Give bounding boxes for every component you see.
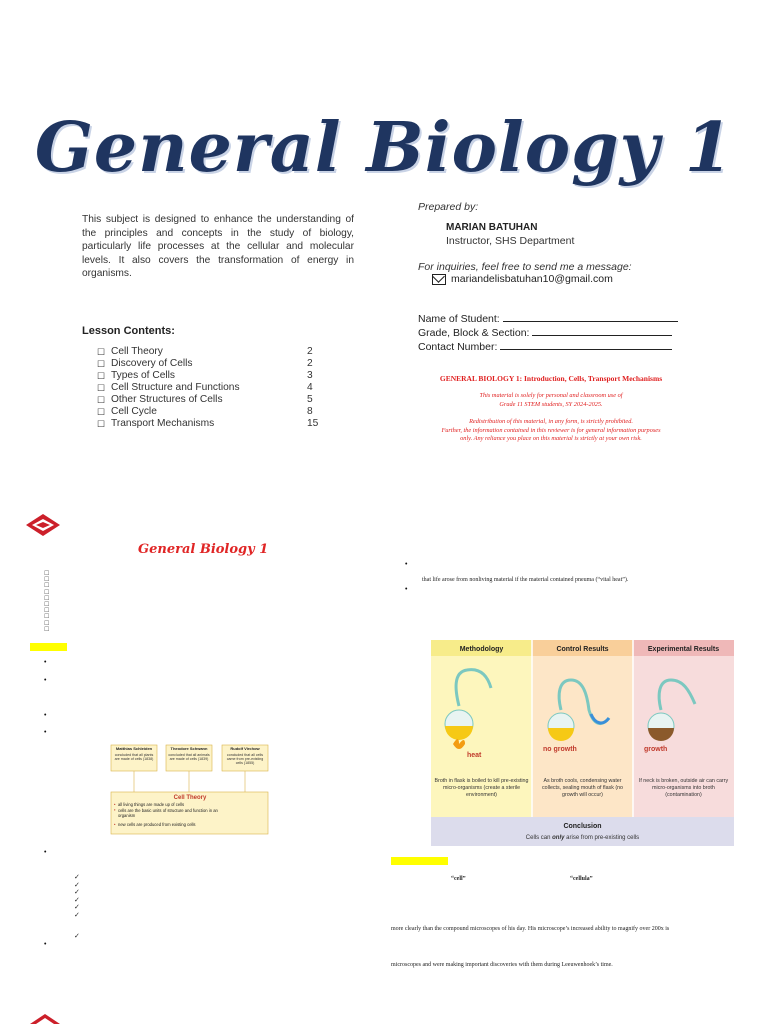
checkbox-icon: ☐: [97, 419, 106, 429]
bullet: •: [405, 586, 408, 593]
microscope-text: more clearly than the compound microscopes of his day. His microscope’s increased ability to magnify over 200x is: [391, 926, 670, 932]
control-caption: As broth cools, condensing water collects, sealing mouth of flask (no growth will occur): [542, 778, 623, 798]
email-line: [432, 273, 613, 285]
bullet: •: [44, 849, 47, 856]
notice-line: This material is solely for personal and classroom use of: [479, 392, 623, 399]
lesson-contents-list: [97, 346, 337, 430]
notice-line: Grade 11 STEM students, SY 2024-2025.: [499, 400, 603, 408]
bullet: •: [44, 677, 47, 684]
grade-section-label: Grade, Block & Section:: [418, 327, 530, 339]
cellula-word: “cellula”: [570, 876, 593, 882]
experiment-caption: If neck is broken, outside air can carry micro-organisms into broth (contamination): [638, 778, 729, 798]
scientist-name: Theodore Schwann: [170, 746, 208, 751]
bullet: •: [44, 729, 47, 736]
checkbox-icon: ☐: [97, 359, 106, 369]
conclusion-box: [431, 817, 734, 846]
list-item: ☐ Cell Cycle 8: [97, 406, 313, 417]
header-methodology: Methodology: [459, 646, 504, 653]
checkbox-icon: ☐: [97, 383, 106, 393]
student-name-label: Name of Student:: [418, 313, 500, 325]
pasteur-experiment-figure: [431, 640, 734, 846]
form-row-grade: [418, 326, 678, 340]
cell-theory-diagram: [110, 744, 270, 836]
svg-text:•: •: [114, 807, 116, 813]
form-row-student: [418, 312, 678, 326]
scientist-note: concluded that all plants are made of cells (1838): [114, 753, 154, 761]
toc-box-column: ☐ ☐ ☐ ☐ ☐ ☐ ☐ ☐ ☐ ☐: [44, 571, 50, 633]
checkbox-icon: ☐: [97, 371, 106, 381]
bullet: •: [44, 659, 47, 666]
list-item: ☐ Types of Cells 3: [97, 370, 313, 381]
cell-word: “cell”: [451, 876, 466, 882]
list-item: ☐ Cell Theory 2: [97, 346, 313, 357]
growth-label: growth: [644, 746, 668, 753]
inquiry-text: For inquiries, feel free to send me a message:: [418, 261, 632, 273]
checkbox-icon: ☐: [97, 347, 106, 357]
document-title: General Biology 1: [34, 108, 734, 188]
vital-heat-text: that life arose from nonliving material if the material contained pneuma (“vital heat”).: [422, 577, 629, 583]
checklist: ✓: [74, 933, 80, 940]
header-control: Control Results: [556, 646, 609, 653]
scientist-note: concluded that all cells came from pre-existing cells (1855): [226, 753, 264, 765]
notice-heading: GENERAL BIOLOGY 1: Introduction, Cells, Transport Mechanisms: [439, 374, 663, 383]
email-address[interactable]: mariandelisbatuhan10@gmail.com: [451, 273, 613, 285]
method-caption: Broth in flask is boiled to kill pre-existing micro-organisms (create a sterile environment): [434, 778, 529, 798]
conclusion-text: Cells can only arise from pre-existing cells: [525, 835, 640, 841]
notice-line: Further, the information contained in this reviewer is for general information purposes: [441, 426, 661, 434]
page-header-title: General Biology 1: [138, 542, 269, 557]
notice-line: Redistribution of this material, in any form, is strictly prohibited.: [469, 418, 633, 425]
student-form: [418, 312, 678, 354]
header-experimental: Experimental Results: [647, 646, 720, 653]
leeuwenhoek-text: microscopes and were making important discoveries with them during Leeuwenhoek’s time.: [391, 962, 613, 968]
scientist-name: Matthias Schleiden: [115, 746, 153, 751]
svg-text:•: •: [114, 822, 116, 827]
form-row-contact: [418, 340, 678, 354]
scientist-name: Rudolf Virchow: [230, 746, 260, 751]
list-item: ☐ Transport Mechanisms 15: [97, 418, 319, 429]
checkbox-icon: ☐: [97, 395, 106, 405]
author-role: Instructor, SHS Department: [446, 235, 575, 247]
grade-section-field[interactable]: [532, 326, 672, 336]
no-growth-label: no growth: [543, 746, 577, 753]
cell-theory-point: all living things are made up of cells: [118, 802, 185, 807]
list-item: ☐ Other Structures of Cells 5: [97, 394, 313, 405]
contact-number-field[interactable]: [500, 340, 672, 350]
highlight-mark: [391, 857, 448, 865]
mail-icon: [432, 274, 446, 285]
notice-usage: [410, 392, 692, 409]
prepared-by-label: Prepared by:: [418, 201, 479, 213]
cell-theory-point: cells are the basic units of structure and function in an organism: [118, 808, 218, 818]
heat-label: heat: [467, 752, 482, 759]
author-name: MARIAN BATUHAN: [446, 222, 538, 233]
lesson-contents-heading: Lesson Contents:: [82, 325, 175, 337]
notice-line: only. Any reliance you place on this material is strictly at your own risk.: [460, 435, 642, 442]
contact-number-label: Contact Number:: [418, 341, 498, 353]
list-item: ☐ Discovery of Cells 2: [97, 358, 313, 369]
checkbox-icon: ☐: [97, 407, 106, 417]
conclusion-title: Conclusion: [563, 823, 602, 830]
list-item: ☐ Cell Structure and Functions 4: [97, 382, 313, 393]
student-name-field[interactable]: [503, 312, 678, 322]
scientist-note: concluded that all animals are made of cells (1839): [168, 753, 210, 761]
cell-theory-title: Cell Theory: [173, 795, 207, 801]
subject-description: This subject is designed to enhance the understanding of the principles and concepts in the study of biology, particularly life processes at the cellular and molecular levels. It also covers the transformation of energy in organisms.: [82, 214, 354, 279]
highlight-mark: [30, 643, 67, 651]
bullet: •: [44, 712, 47, 719]
cell-theory-point: new cells are produced from existing cells: [118, 822, 196, 827]
svg-text:•: •: [114, 802, 116, 807]
bullet: •: [405, 561, 408, 568]
notice-disclaimer: [408, 418, 694, 444]
bullet: •: [44, 941, 47, 948]
checklist: ✓ ✓ ✓ ✓ ✓ ✓: [74, 874, 80, 919]
logo-icon: [24, 512, 62, 538]
